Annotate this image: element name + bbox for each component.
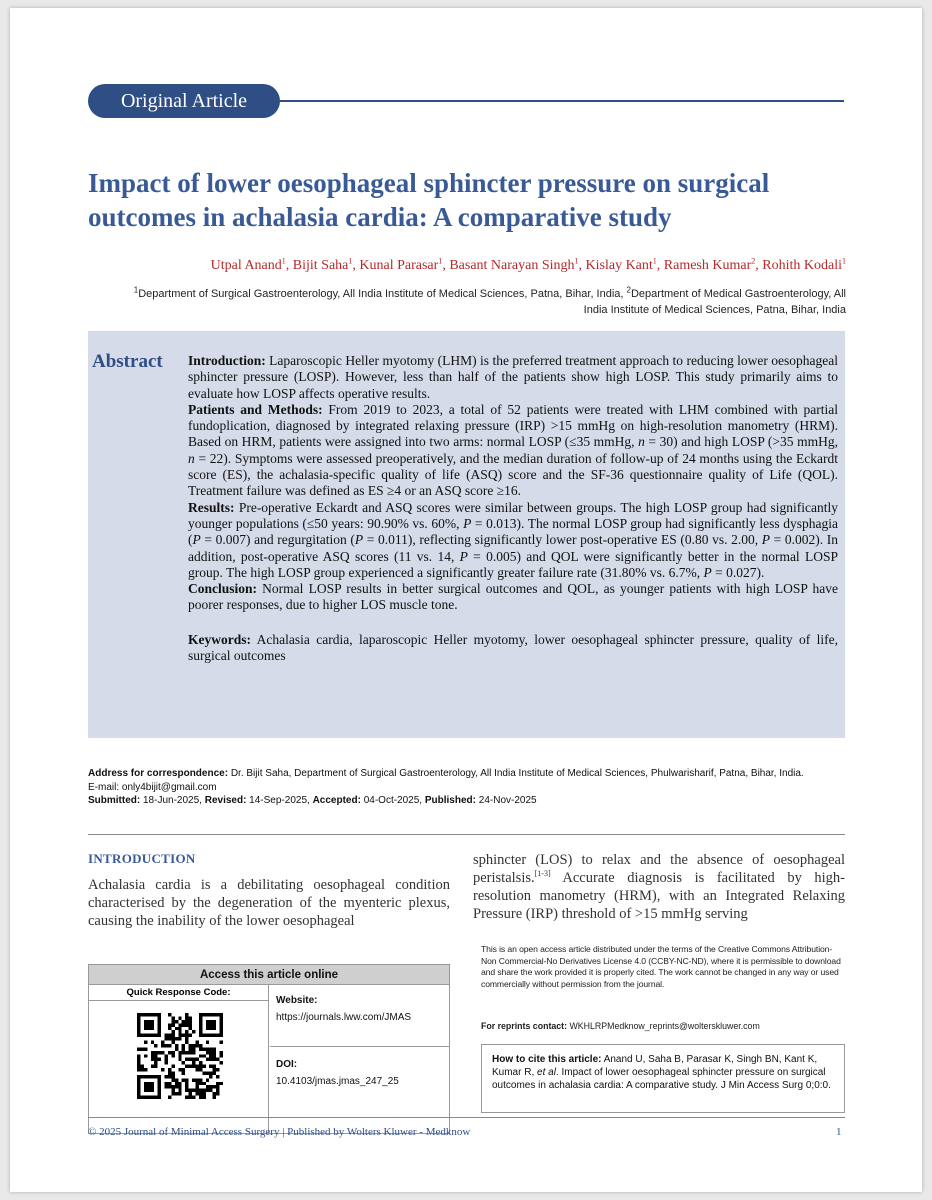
introduction-text-left: Achalasia cardia is a debilitating oesophageal condition characterised by the degeneration of the myenteric plexus, causing the inability of the lower oesophageal (88, 877, 450, 929)
abstract-body (188, 353, 838, 664)
abstract-box (88, 331, 845, 738)
how-to-cite-box: How to cite this article: Anand U, Saha B, Parasar K, Singh BN, Kant K, Kumar R, et al. Impact of lower oesophageal sphincter pressure on surgical outcomes in achalasia cardia: A comparative study. J Min Access Surg 0;0:0. (481, 1044, 845, 1113)
abstract-conclusion: Conclusion: Normal LOSP results in better surgical outcomes and QOL, as younger patients with high LOSP have poorer responses, due to higher LOS muscle tone. (188, 581, 838, 613)
access-box-heading: Access this article online (89, 965, 449, 985)
author: Ramesh Kumar$^2$ (663, 256, 756, 273)
author: Kislay Kant$^1$ (585, 256, 657, 273)
website-cell (270, 985, 449, 1133)
correspondence: Address for correspondence: Dr. Bijit Saha, Department of Surgical Gastroenterology, All India Institute of Medical Sciences, Phulwarisharif, Patna, Bihar, India. E-mail: only4bijit@gmail.com Submitted: 18-Jun-2025, Revised: 14-Sep-2025, Accepted: 04-Oct-2025, Published: 24-Nov-2025 (88, 767, 818, 808)
abstract-introduction: Introduction: Laparoscopic Heller myotomy (LHM) is the preferred treatment approach to reducing lower oesophageal sphincter pressure (LOSP). However, less than half of the patients show high LOSP. This study primarily aims to evaluate how LOSP affects operative results. (188, 353, 838, 401)
author: Kunal Parasar$^1$ (359, 256, 443, 273)
author: Bijit Saha$^1$ (292, 256, 353, 273)
license-text: This is an open access article distributed under the terms of the Creative Commons Attribution-Non Commercial-No Derivatives License 4.0 (CCBY-NC-ND), where it is permissible to download and share the work provided it is properly cited. The work cannot be changed in any way or used commercially without permission from the journal. (481, 944, 841, 989)
qr-cell (89, 985, 269, 1133)
website-label: Website: (276, 995, 318, 1006)
citation-ref: [1-3] (534, 869, 551, 879)
article-type-badge: Original Article (88, 84, 280, 118)
doi-link[interactable]: 10.4103/jmas.jmas_247_25 (276, 1076, 399, 1087)
article-page (10, 8, 922, 1192)
footer-rule (88, 1117, 845, 1118)
article-title: Impact of lower oesophageal sphincter pressure on surgical outcomes in achalasia cardia: A comparative study (88, 168, 770, 232)
abstract-keywords: Keywords: Achalasia cardia, laparoscopic Heller myotomy, lower oesophageal sphincter pressure, quality of life, surgical outcomes (188, 631, 838, 664)
author: Rohith Kodali$^1$ (762, 256, 846, 273)
author: Basant Narayan Singh$^1$ (449, 256, 579, 273)
abstract-methods: Patients and Methods: From 2019 to 2023, a total of 52 patients were treated with LHM combined with partial fundoplication, diagnosed by integrated relaxing pressure (IRP) >15 mmHg on high-resolution manometry (HRM). Based on HRM, patients were assigned into two arms: normal LOSP (≤35 mmHg, n = 30) and high LOSP (>35 mmHg, n = 22). Symptoms were assessed preoperatively, and the median duration of follow-up of 24 months using the Eckardt score (ES), the achalasia-specific quality of life (ASQ) score and the SF-36 questionnaire quality of Life (QOL). Treatment failure was defined as ES ≥4 or an ASQ score ≥16. (188, 401, 838, 499)
header-rule (272, 100, 844, 102)
section-divider (88, 834, 845, 835)
website-link[interactable]: https://journals.lww.com/JMAS (276, 1012, 412, 1023)
qr-code-icon[interactable] (137, 1013, 223, 1099)
reprints-contact: For reprints contact: WKHLRPMedknow_reprints@wolterskluwer.com (481, 1021, 760, 1031)
abstract-results: Results: Pre-operative Eckardt and ASQ scores were similar between groups. The high LOSP group had significantly younger populations (≤50 years: 90.90% vs. 60%, P = 0.013). The normal LOSP group had significantly less dysphagia (P = 0.007) and regurgitation (P = 0.011), reflecting significantly lower post-operative ES (0.80 vs. 2.00, P = 0.002). In addition, post-operative ASQ scores (11 vs. 14, P = 0.005) and QOL were significantly better in the normal LOSP group. The high LOSP group experienced a significantly greater failure rate (31.80% vs. 6.7%, P = 0.027). (188, 499, 838, 580)
affiliations: $^1$Department of Surgical Gastroenterology, All India Institute of Medical Sciences, Patna, Bihar, India, $^2$Department of Medical Gastroenterology, All India Institute of Medical Sciences, Patna, Bihar, India (133, 285, 846, 316)
author: Utpal Anand$^1$ (210, 256, 286, 273)
journal-footer: © 2025 Journal of Minimal Access Surgery | Published by Wolters Kluwer - Medknow (88, 1126, 471, 1138)
introduction-heading: INTRODUCTION (88, 851, 196, 866)
correspondence-email: E-mail: only4bijit@gmail.com (88, 781, 217, 793)
article-dates: Submitted: 18-Jun-2025, Revised: 14-Sep-2025, Accepted: 04-Oct-2025, Published: 24-Nov-2025 (88, 795, 537, 806)
qr-label: Quick Response Code: (89, 985, 268, 1001)
doi-label: DOI: (276, 1059, 298, 1070)
author-list: Utpal Anand$^1$, Bijit Saha$^1$, Kunal Parasar$^1$, Basant Narayan Singh$^1$, Kislay Kant$^1$, Ramesh Kumar$^2$, Rohith Kodali$^1$ (210, 256, 846, 273)
page-number: 1 (836, 1126, 842, 1138)
access-article-box (88, 964, 450, 1134)
abstract-heading: Abstract (92, 351, 163, 372)
introduction-text-right: sphincter (LOS) to relax and the absence of oesophageal peristalsis.[1-3] Accurate diagnosis is facilitated by high-resolution manometry (HRM), with an Integrated Relaxing Pressure (IRP) threshold of >15 mmHg serving (473, 852, 845, 922)
